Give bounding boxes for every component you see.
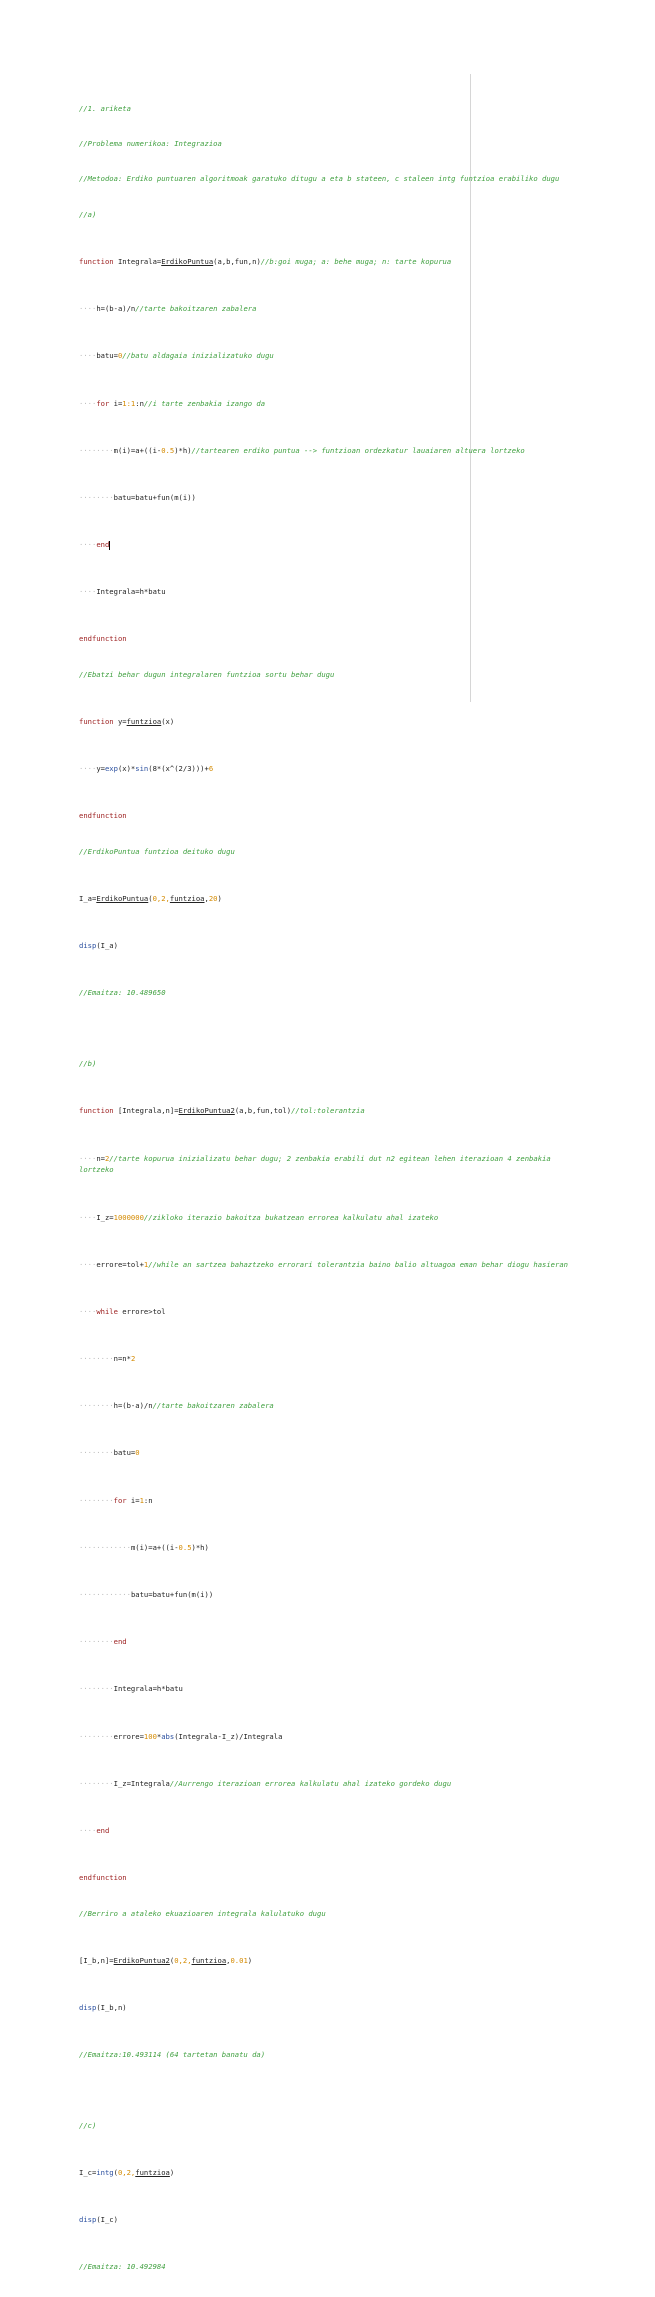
keyword: for	[113, 1495, 127, 1505]
function-name: ErdikoPuntua2	[178, 1106, 235, 1116]
code-text: ,	[226, 1955, 231, 1965]
builtin-function: exp	[104, 764, 118, 774]
function-name: ErdikoPuntua2	[113, 1955, 170, 1965]
number: 2	[130, 1354, 136, 1364]
code-line	[79, 1955, 583, 1967]
function-name: funtzioa	[126, 717, 162, 727]
code-text: (a,b,fun,n)	[213, 256, 261, 266]
number: 1	[139, 1495, 144, 1505]
code-text: errore>tol	[117, 1306, 166, 1316]
code-text: (I_b,n)	[96, 2002, 127, 2012]
code-text: h=(b-a)/n	[113, 1401, 153, 1411]
keyword: while	[96, 1306, 118, 1316]
comment: //b:goi muga; a: behe muga; n: tarte kopurua	[260, 256, 452, 266]
comment: //tarte bakoitzaren zabalera	[135, 304, 257, 314]
code-line	[79, 1778, 583, 1790]
code-text: i=	[109, 398, 123, 408]
code-text: I_a=	[79, 893, 97, 903]
code-line: //Ebatzi behar dugun integralaren funtzioa sortu behar dugu	[79, 669, 335, 679]
code-text: errore=	[113, 1731, 144, 1741]
code-text: batu=	[113, 1448, 136, 1458]
code-line	[79, 350, 583, 362]
function-name: funtzioa	[191, 1955, 227, 1965]
code-line	[79, 763, 583, 775]
function-name: ErdikoPuntua	[161, 256, 214, 266]
code-line: endfunction	[79, 1873, 127, 1883]
indent-guide: ····	[79, 1306, 97, 1316]
indent-guide: ············	[79, 1590, 131, 1599]
code-line	[79, 1105, 583, 1117]
code-line	[79, 1589, 583, 1601]
comment: //tol:tolerantzia	[291, 1106, 365, 1116]
code-text: (a,b,fun,tol)	[234, 1106, 292, 1116]
code-text: m(i)=a+((i-	[130, 1542, 179, 1552]
keyword: end	[96, 540, 110, 550]
code-line	[79, 256, 583, 268]
code-line: //Emaitza: 10.492984	[79, 2262, 166, 2272]
code-line	[79, 1259, 583, 1271]
indent-guide: ········	[79, 1684, 114, 1694]
keyword: end	[96, 1825, 110, 1835]
function-name: ErdikoPuntua	[96, 893, 149, 903]
code-text: I_c=	[79, 2168, 97, 2178]
code-line: //Problema numerikoa: Integrazioa	[79, 138, 222, 148]
indent-guide: ········	[79, 1401, 114, 1411]
code-line	[79, 1495, 583, 1507]
code-text: (	[148, 893, 153, 903]
builtin-function: disp	[79, 941, 97, 951]
code-line: //Berriro a ataleko ekuazioaren integrala kalulatuko dugu	[79, 1908, 326, 1918]
code-line	[79, 586, 583, 598]
number: 6	[208, 764, 214, 774]
code-text: n=n*	[113, 1354, 131, 1364]
code-text: n=	[96, 1153, 105, 1163]
comment: //i tarte zenbakia izango da	[143, 398, 266, 408]
keyword: function	[79, 1106, 114, 1116]
indent-guide: ········	[79, 1731, 114, 1741]
code-line	[79, 1153, 583, 1177]
code-text: Integrala=h*batu	[113, 1684, 183, 1694]
code-text: (8*(x^(2/3)))+	[148, 764, 209, 774]
code-text: (I_c)	[96, 2215, 118, 2225]
blank-line	[79, 1023, 583, 1035]
code-line: endfunction	[79, 811, 127, 821]
comment: //batu aldagaia inizializatuko dugu	[122, 351, 274, 361]
code-text: errore=tol+	[96, 1259, 144, 1269]
code-text: )	[217, 893, 222, 903]
comment: //zikloko iterazio bakoitza bukatzean errorea kalkulatu ahal izateko	[143, 1212, 439, 1222]
number: 0	[117, 351, 123, 361]
code-text: batu=batu+fun(m(i))	[113, 492, 196, 502]
code-text: Integrala=	[113, 256, 162, 266]
code-line	[79, 1542, 583, 1554]
code-line	[79, 492, 583, 504]
code-line	[79, 1400, 583, 1412]
code-line	[79, 1731, 583, 1743]
code-line	[79, 303, 583, 315]
comment: //tarte bakoitzaren zabalera	[152, 1401, 274, 1411]
code-text: y=	[96, 764, 105, 774]
keyword: end	[113, 1637, 127, 1647]
code-text: ,	[204, 893, 209, 903]
code-text: )*h)	[174, 445, 192, 455]
code-text: i=	[126, 1495, 140, 1505]
indent-guide: ········	[79, 492, 114, 502]
indent-guide: ············	[79, 1542, 131, 1552]
code-line	[79, 716, 583, 728]
comment: //Aurrengo iterazioan errorea kalkulatu ahal izateko gordeko dugu	[169, 1778, 452, 1788]
indent-guide: ········	[79, 1448, 114, 1458]
code-line: //Emaitza:10.493114 (64 tartetan banatu da)	[79, 2050, 266, 2060]
code-text: (	[113, 2168, 118, 2178]
code-line	[79, 2167, 583, 2179]
keyword: for	[96, 398, 110, 408]
indent-guide: ····	[79, 398, 97, 408]
code-line	[79, 1306, 583, 1318]
keyword: function	[79, 256, 114, 266]
code-line	[79, 1825, 583, 1837]
number: 20	[208, 893, 218, 903]
code-line: //b)	[79, 1059, 97, 1069]
code-line: //Emaitza: 10.489650	[79, 988, 166, 998]
number: 1000000	[113, 1212, 144, 1222]
code-text: (Integrala-I_z)/Integrala	[174, 1731, 283, 1741]
code-line	[79, 940, 583, 952]
code-text: (I_a)	[96, 941, 118, 951]
builtin-function: abs	[161, 1731, 175, 1741]
code-text: (x)*	[117, 764, 136, 774]
code-text: *	[156, 1731, 162, 1741]
number: 1	[143, 1259, 149, 1269]
code-line: //1. ariketa	[79, 103, 131, 113]
code-line	[79, 1447, 583, 1459]
code-text: :n	[143, 1495, 153, 1505]
text-cursor	[109, 541, 110, 550]
number: 0.5	[161, 445, 175, 455]
comment: //while an sartzea bahaztzeko errorari tolerantzia baino balio altuagoa eman behar diogu hasieran	[148, 1259, 568, 1269]
builtin-function: intg	[96, 2168, 114, 2178]
number: 0	[135, 1448, 140, 1458]
indent-guide: ········	[79, 1778, 114, 1788]
code-line: //Metodoa: Erdiko puntuaren algoritmoak garatuko ditugu a eta b stateen, c staleen intg funtzioa erabiliko dugu	[79, 174, 560, 184]
code-line	[79, 2002, 583, 2014]
indent-guide: ····	[79, 1212, 97, 1222]
builtin-function: disp	[79, 2002, 97, 2012]
indent-guide: ····	[79, 587, 97, 597]
builtin-function: sin	[135, 764, 149, 774]
comment: //tartearen erdiko puntua --> funtzioan ordezkatur lauaiaren altuera lortzeko	[191, 445, 525, 455]
code-text: batu=batu+fun(m(i))	[130, 1590, 214, 1599]
code-line	[79, 1212, 583, 1224]
code-line	[79, 398, 583, 410]
code-editor[interactable]	[79, 79, 583, 2297]
code-text: m(i)=a+((i-	[113, 445, 162, 455]
indent-guide: ········	[79, 1354, 114, 1364]
code-line: //a)	[79, 209, 97, 219]
indent-guide: ····	[79, 1259, 97, 1269]
indent-guide: ········	[79, 1495, 114, 1505]
code-line	[79, 893, 583, 905]
indent-guide: ········	[79, 1637, 114, 1647]
indent-guide: ····	[79, 540, 97, 550]
keyword: function	[79, 717, 114, 727]
code-text: )	[169, 2168, 175, 2178]
code-text: [Integrala,n]=	[113, 1106, 179, 1116]
number: 0,2,	[152, 893, 170, 903]
number: 0.5	[178, 1542, 192, 1552]
code-text: y=	[113, 717, 127, 727]
comment: //tarte kopurua inizializatu behar dugu; 2 zenbakia erabili dut n2 egitean lehen iterazioan 4 zenbakia lortzeko	[79, 1153, 556, 1175]
function-name: funtzioa	[169, 893, 205, 903]
code-line: //ErdikoPuntua funtzioa deituko dugu	[79, 846, 235, 856]
number: 0.01	[230, 1955, 248, 1965]
number: 2	[104, 1153, 110, 1163]
code-text: :n	[135, 398, 144, 408]
function-name: funtzioa	[135, 2168, 170, 2178]
code-line: //c)	[79, 2120, 97, 2130]
blank-line	[79, 2084, 583, 2096]
code-text: I_z=	[96, 1212, 114, 1222]
code-text: h=(b-a)/n	[96, 304, 136, 314]
code-text: I_z=Integrala	[113, 1778, 170, 1788]
code-line	[79, 1683, 583, 1695]
code-line	[79, 445, 583, 457]
code-text: (	[169, 1955, 175, 1965]
number: 100	[143, 1731, 157, 1741]
code-text: batu=	[96, 351, 118, 361]
code-line: endfunction	[79, 634, 127, 644]
indent-guide: ····	[79, 1825, 97, 1835]
indent-guide: ····	[79, 764, 97, 774]
code-line	[79, 1636, 583, 1648]
number: 0,2,	[174, 1955, 192, 1965]
indent-guide: ········	[79, 445, 114, 455]
code-line	[79, 2214, 583, 2226]
code-text: Integrala=h*batu	[96, 587, 166, 597]
code-text: )	[247, 1955, 253, 1965]
code-text: (x)	[161, 717, 175, 727]
code-line	[79, 539, 583, 551]
code-line	[79, 1353, 583, 1365]
number: 0,2,	[117, 2168, 136, 2178]
indent-guide: ····	[79, 1153, 97, 1163]
code-text: )*h)	[191, 1542, 209, 1552]
number: 1:1	[122, 398, 136, 408]
indent-guide: ····	[79, 304, 97, 314]
code-text: [I_b,n]=	[79, 1955, 114, 1965]
indent-guide: ····	[79, 351, 97, 361]
builtin-function: disp	[79, 2215, 97, 2225]
